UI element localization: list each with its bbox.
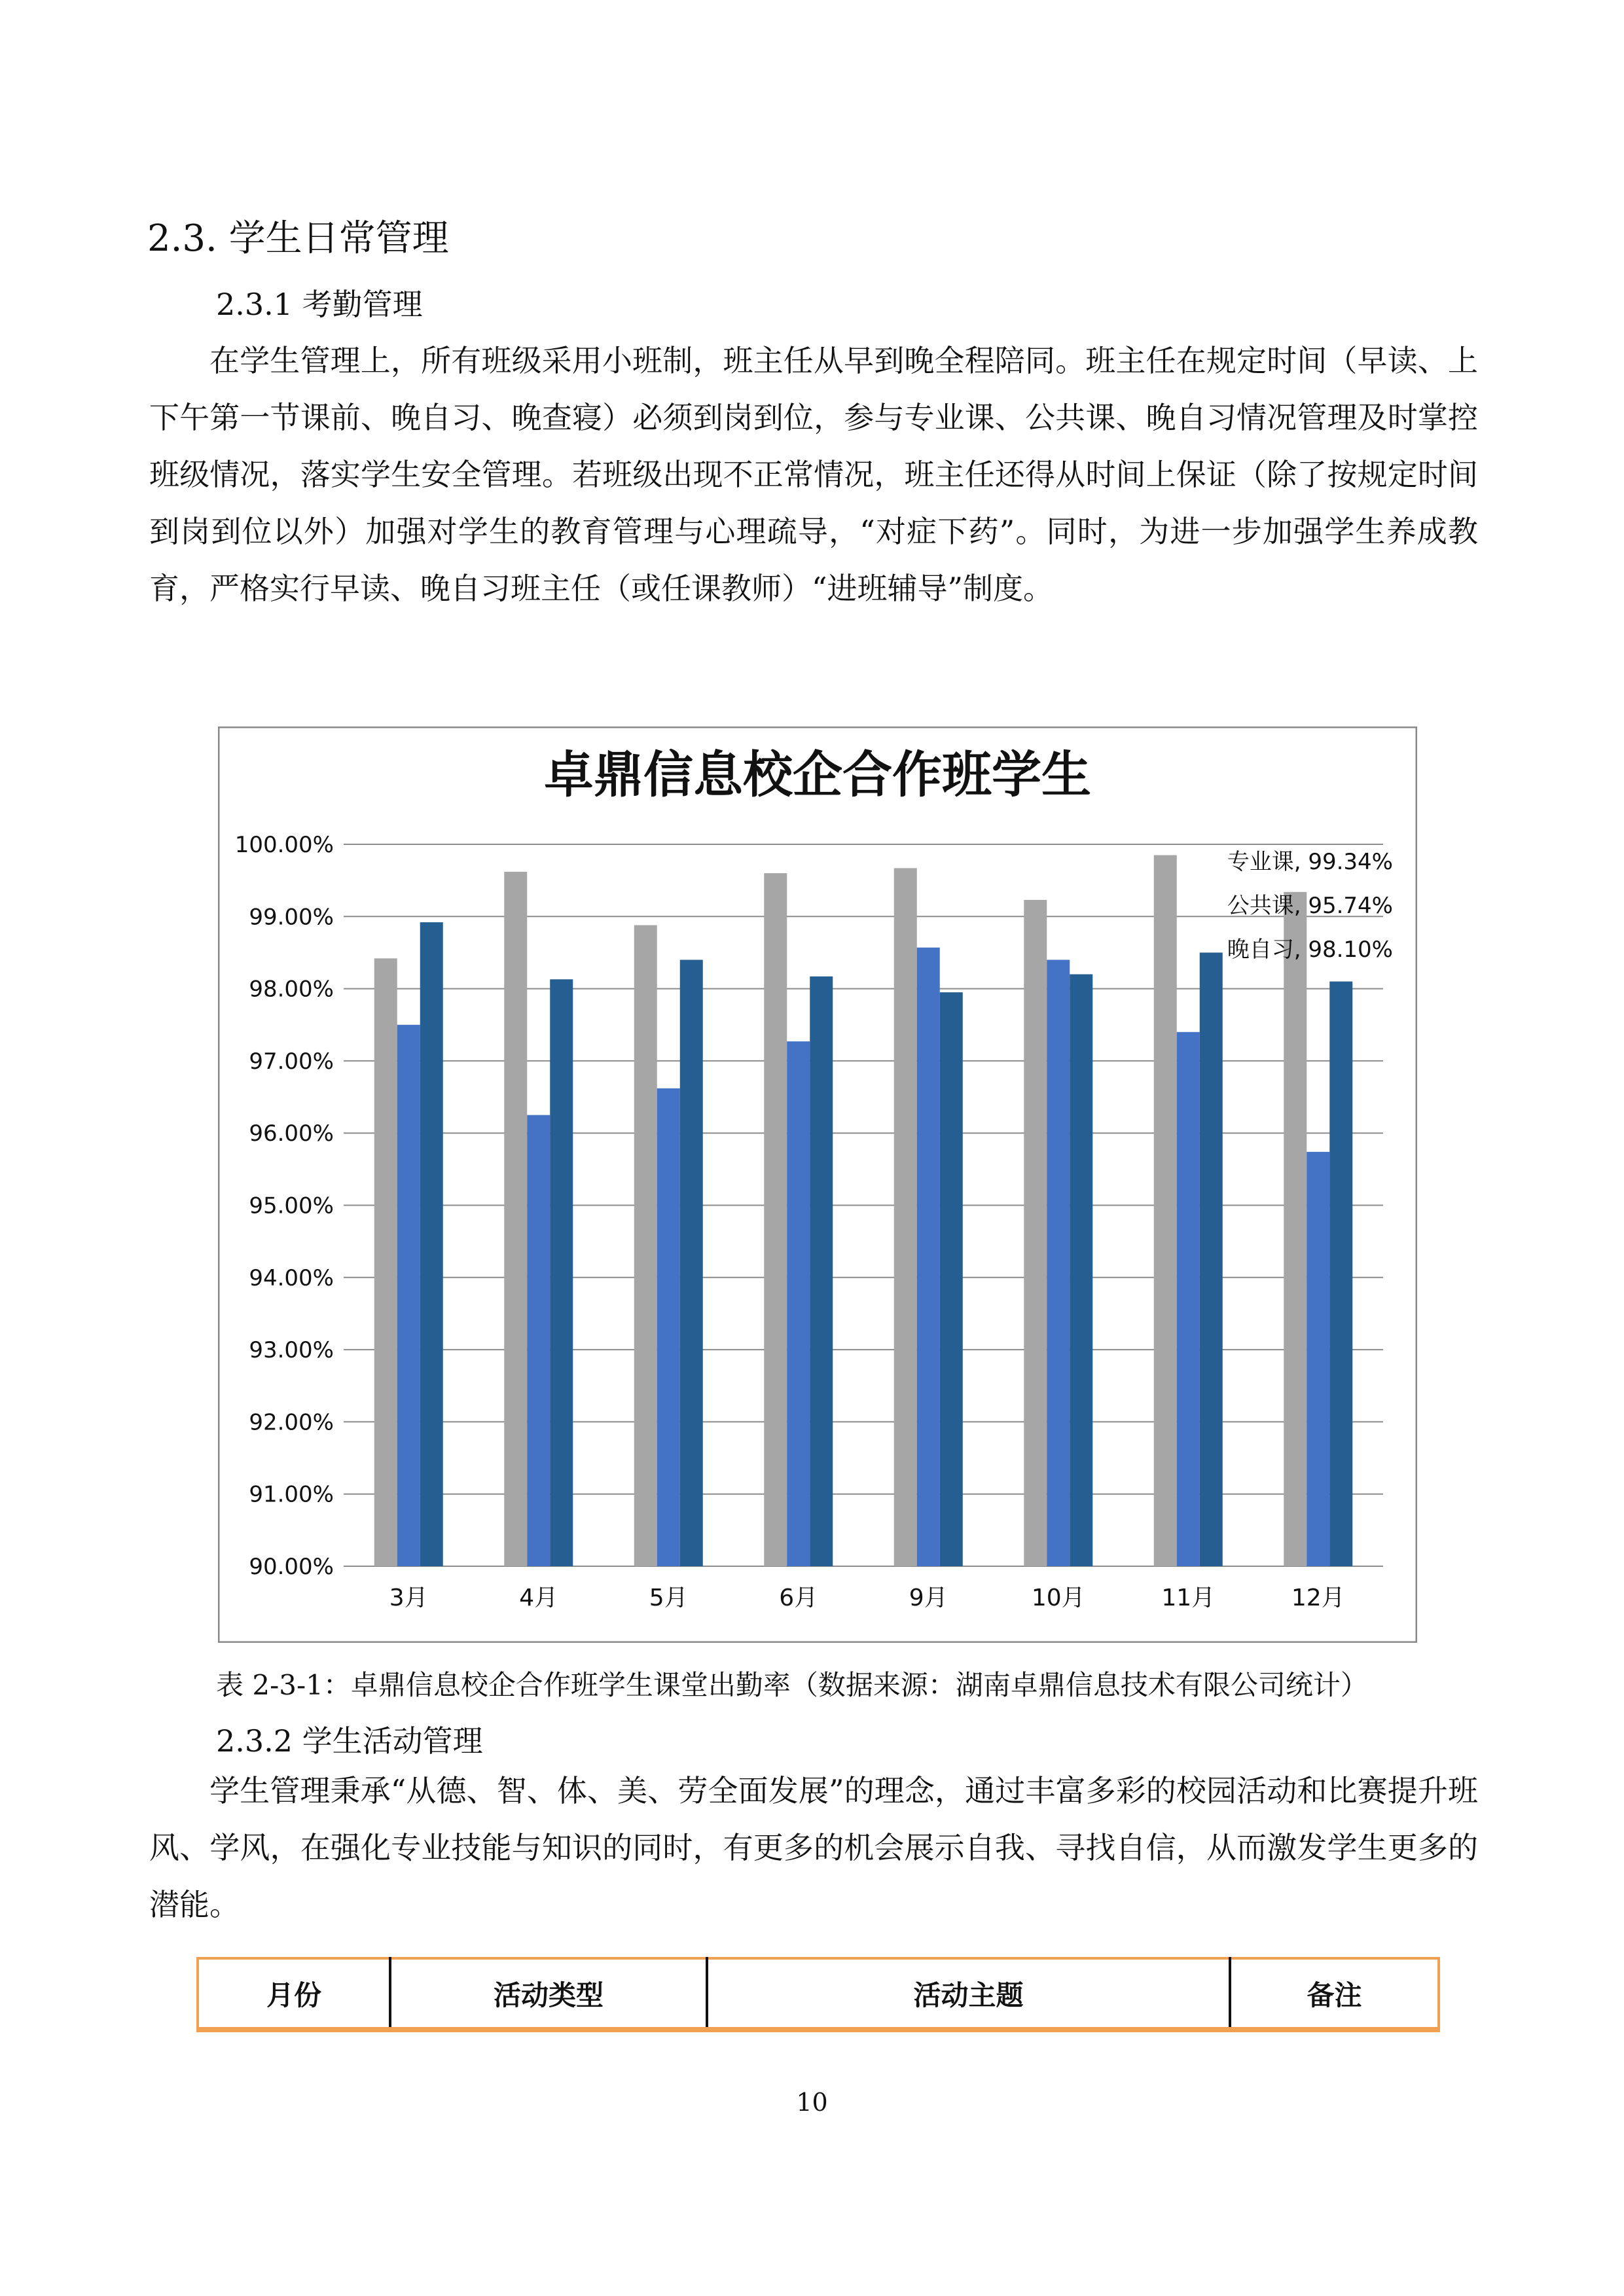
y-tick-label: 96.00%	[249, 1121, 334, 1147]
page-number: 10	[796, 2088, 828, 2117]
y-tick-label: 100.00%	[234, 832, 334, 858]
chart-annotations	[1227, 849, 1393, 963]
bar-公共课-5月	[657, 1088, 680, 1566]
bar-晚自习-9月	[940, 992, 963, 1566]
header-remarks: 备注	[1230, 1958, 1439, 2030]
x-tick-label: 3月	[389, 1585, 428, 1611]
chart-title: 卓鼎信息校企合作班学生	[544, 745, 1091, 804]
y-tick-label: 90.00%	[249, 1554, 334, 1580]
bar-专业课-4月	[504, 872, 527, 1566]
y-tick-label: 92.00%	[249, 1409, 334, 1436]
bar-专业课-6月	[764, 873, 787, 1566]
bar-晚自习-10月	[1070, 975, 1092, 1566]
activities-paragraph: 学生管理秉承“从德、智、体、美、劳全面发展”的理念，通过丰富多彩的校园活动和比赛提升班风、学风，在强化专业技能与知识的同时，有更多的机会展示自我、寻找自信，从而激发学生更多的潜能。	[149, 1773, 1478, 1922]
y-tick-label: 99.00%	[249, 904, 334, 931]
x-tick-label: 6月	[779, 1585, 818, 1611]
x-tick-label: 12月	[1291, 1585, 1345, 1611]
attendance-paragraph: 在学生管理上，所有班级采用小班制，班主任从早到晚全程陪同。班主任在规定时间（早读、上下午第一节课前、晚自习、晚查寝）必须到岗到位，参与专业课、公共课、晚自习情况管理及时掌控班级情况，落实学生安全管理。若班级出现不正常情况，班主任还得从时间上保证（除了按规定时间到岗到位以外）加强对学生的教育管理与心理疏导，“对症下药”。同时，为进一步加强学生养成教育，严格实行早读、晚自习班主任（或任课教师）“进班辅导”制度。	[149, 343, 1478, 606]
header-activity-theme: 活动主题	[707, 1958, 1230, 2030]
x-tick-label: 4月	[519, 1585, 558, 1611]
subsection-title-attendance: 2.3.1 考勤管理	[216, 287, 423, 322]
x-tick-label: 10月	[1031, 1585, 1085, 1611]
bar-专业课-3月	[374, 958, 397, 1566]
bar-晚自习-11月	[1200, 952, 1223, 1566]
bar-晚自习-4月	[550, 979, 573, 1566]
data-label: 晚自习, 98.10%	[1227, 937, 1393, 963]
bar-公共课-10月	[1047, 960, 1070, 1566]
bar-公共课-6月	[787, 1041, 810, 1566]
data-label: 专业课, 99.34%	[1227, 849, 1393, 875]
activities-table	[196, 1957, 1440, 2032]
bar-晚自习-6月	[810, 977, 833, 1566]
bar-专业课-12月	[1284, 892, 1307, 1566]
y-tick-label: 93.00%	[249, 1337, 334, 1364]
bar-公共课-12月	[1307, 1152, 1329, 1566]
section-title: 2.3. 学生日常管理	[147, 217, 449, 260]
bar-晚自习-12月	[1329, 982, 1352, 1566]
bar-晚自习-3月	[420, 922, 443, 1566]
bar-专业课-9月	[894, 868, 917, 1566]
attendance-chart	[218, 726, 1417, 1643]
header-activity-type: 活动类型	[390, 1958, 707, 2030]
y-tick-label: 91.00%	[249, 1481, 334, 1508]
header-month: 月份	[266, 1979, 321, 2011]
y-tick-label: 95.00%	[249, 1193, 334, 1219]
x-tick-label: 11月	[1161, 1585, 1216, 1611]
bar-专业课-10月	[1024, 900, 1047, 1566]
bar-公共课-4月	[527, 1115, 550, 1566]
bar-晚自习-5月	[680, 960, 703, 1566]
x-tick-label: 9月	[909, 1585, 948, 1611]
bar-公共课-3月	[397, 1025, 420, 1566]
bar-专业课-11月	[1154, 855, 1177, 1566]
y-tick-label: 97.00%	[249, 1048, 334, 1075]
bar-公共课-11月	[1177, 1032, 1200, 1566]
table-header-row	[198, 1958, 1439, 2030]
y-tick-label: 94.00%	[249, 1265, 334, 1291]
chart-caption: 表 2-3-1：卓鼎信息校企合作班学生课堂出勤率（数据来源：湖南卓鼎信息技术有限公司统计）	[216, 1669, 1368, 1701]
bar-专业课-5月	[634, 925, 657, 1566]
x-tick-label: 5月	[649, 1585, 688, 1611]
subsection-title-activities: 2.3.2 学生活动管理	[216, 1723, 483, 1759]
y-tick-label: 98.00%	[249, 976, 334, 1003]
bar-公共课-9月	[917, 948, 940, 1566]
data-label: 公共课, 95.74%	[1227, 893, 1393, 919]
